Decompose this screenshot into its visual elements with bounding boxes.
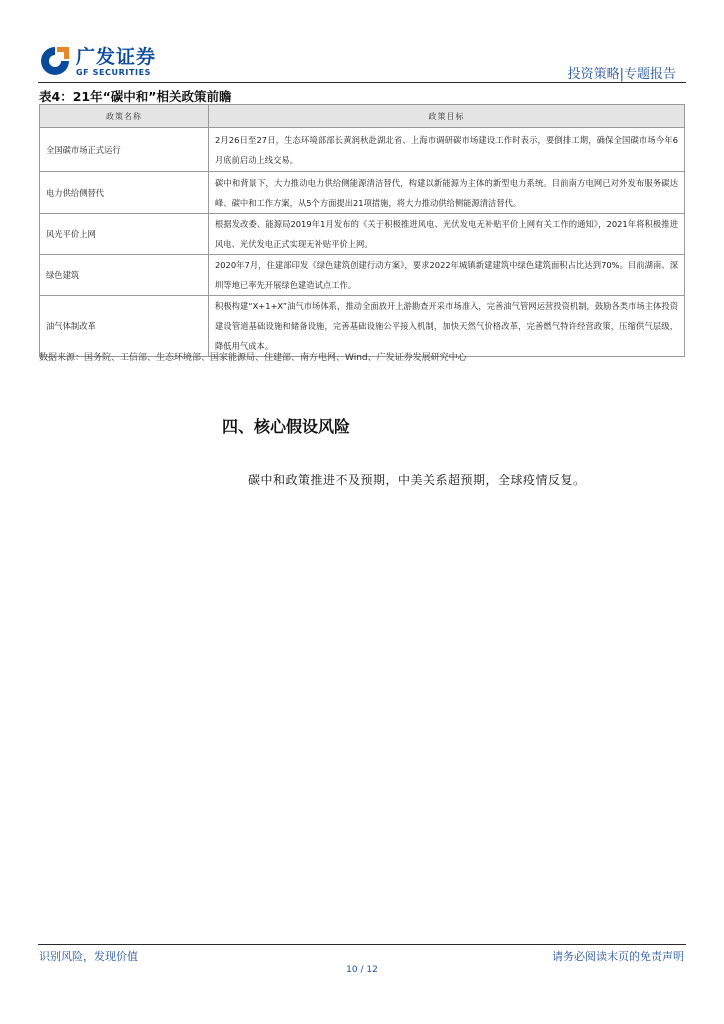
risk-statement: 碳中和政策推进不及预期，中美关系超预期，全球疫情反复。 <box>248 473 586 487</box>
table-title: 表4：21年“碳中和”相关政策前瞻 <box>39 89 232 104</box>
gf-securities-logo <box>38 44 156 78</box>
table-row <box>40 128 685 172</box>
logo-chinese-name: 广发证券 <box>76 45 157 68</box>
header-divider <box>38 82 686 83</box>
gf-logo-icon <box>38 44 72 78</box>
policy-goal-cell: 积极构建“X+1+X”油气市场体系，推动全面放开上游勘查开采市场准入，完善油气管网运营投资机制，鼓励各类市场主体投资建设管道基础设施和储备设施，完善基础设施公平接入机制，加快天然气价格改革，完善燃气特许经营政策，压缩供气层级，降低用气成本。 <box>209 296 685 357</box>
table-row <box>40 255 685 296</box>
policy-goal-cell: 2月26日至27日，生态环境部部长黄润秋赴湖北省、上海市调研碳市场建设工作时表示，要倒排工期，确保全国碳市场今年6月底前启动上线交易。 <box>209 128 685 172</box>
table-row <box>40 172 685 214</box>
policy-name-cell: 风光平价上网 <box>40 214 209 255</box>
table-row <box>40 296 685 357</box>
report-category: 投资策略|专题报告 <box>567 67 676 82</box>
page-number: 10 / 12 <box>346 965 378 975</box>
data-source-note: 数据来源：国务院、工信部、生态环境部、国家能源局、住建部、南方电网、Wind、广发证券发展研究中心 <box>39 353 467 363</box>
footer-disclaimer: 请务必阅读末页的免责声明 <box>552 950 684 963</box>
policy-name-cell: 油气体制改革 <box>40 296 209 357</box>
section-heading: 四、核心假设风险 <box>222 417 351 436</box>
policy-name-cell: 全国碳市场正式运行 <box>40 128 209 172</box>
column-header-policy-goal: 政策目标 <box>209 105 685 128</box>
policy-goal-cell: 2020年7月，住建部印发《绿色建筑创建行动方案》，要求2022年城镇新建建筑中绿色建筑面积占比达到70%。目前湖南、深圳等地已率先开展绿色建造试点工作。 <box>209 255 685 296</box>
footer-divider <box>38 944 686 945</box>
table-header-row <box>40 105 685 128</box>
logo-english-name: GF SECURITIES <box>76 67 152 77</box>
policy-table <box>39 104 685 357</box>
policy-goal-cell: 根据发改委、能源局2019年1月发布的《关于积极推进风电、光伏发电无补贴平价上网有关工作的通知》，2021年将积极推进风电、光伏发电正式实现无补贴平价上网。 <box>209 214 685 255</box>
column-header-policy-name: 政策名称 <box>40 105 209 128</box>
footer-slogan: 识别风险，发现价值 <box>39 950 138 963</box>
policy-name-cell: 电力供给侧替代 <box>40 172 209 214</box>
table-row <box>40 214 685 255</box>
policy-goal-cell: 碳中和背景下，大力推动电力供给侧能源清洁替代，构建以新能源为主体的新型电力系统。目前南方电网已对外发布服务碳达峰、碳中和工作方案，从5个方面提出21项措施，将大力推动供给侧能源清洁替代。 <box>209 172 685 214</box>
policy-name-cell: 绿色建筑 <box>40 255 209 296</box>
